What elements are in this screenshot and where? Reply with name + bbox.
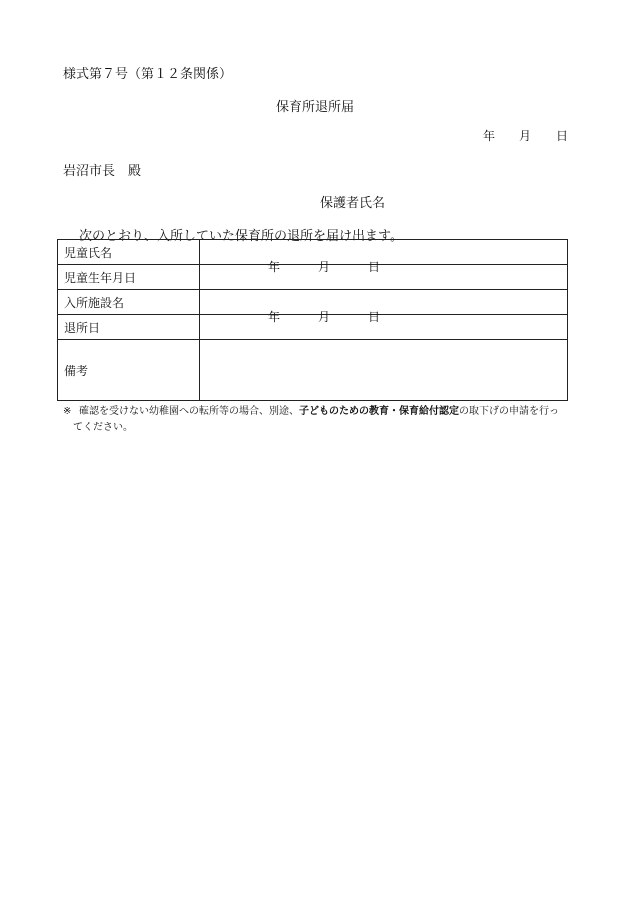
withdrawal-date-label: 退所日 — [58, 315, 200, 340]
document-title: 保育所退所届 — [275, 100, 354, 115]
withdrawal-year-label: 年 — [268, 310, 281, 324]
footnote — [63, 404, 573, 436]
withdrawal-month-label: 月 — [318, 310, 331, 324]
child-birthdate-field[interactable] — [200, 260, 568, 290]
facility-name-field[interactable] — [200, 290, 568, 315]
withdrawal-date-field[interactable] — [200, 310, 568, 340]
birth-day-label: 日 — [368, 260, 381, 274]
table-row — [58, 290, 568, 315]
addressee: 岩沼市長 殿 — [63, 164, 142, 179]
remarks-label: 備考 — [58, 340, 200, 401]
child-birthdate-label: 児童生年月日 — [58, 265, 200, 290]
date-day-label: 日 — [556, 129, 569, 143]
guardian-name-label: 保護者氏名 — [320, 196, 386, 211]
date-month-label: 月 — [519, 129, 532, 143]
intro-text: 次のとおり、入所していた保育所の退所を届け出ます。 — [79, 229, 403, 244]
remarks-field[interactable] — [200, 340, 568, 401]
table-row — [58, 340, 568, 401]
submission-date — [0, 127, 630, 143]
form-number: 様式第７号（第１２条関係） — [63, 67, 233, 82]
note-text-continued: てください。 — [73, 422, 133, 433]
table-row — [58, 265, 568, 290]
note-text-before: 確認を受けない幼稚園への転所等の場合、別途、 — [79, 406, 299, 417]
note-text-bold: 子どものための教育・保育給付認定 — [299, 406, 459, 417]
table-row — [58, 315, 568, 340]
birth-year-label: 年 — [268, 260, 281, 274]
birth-month-label: 月 — [318, 260, 331, 274]
withdrawal-day-label: 日 — [368, 310, 381, 324]
child-name-field[interactable] — [200, 240, 568, 265]
table-row — [58, 240, 568, 265]
note-mark: ※ — [63, 406, 72, 417]
child-name-label: 児童氏名 — [58, 240, 200, 265]
note-text-after: の取下げの申請を行っ — [459, 406, 559, 417]
withdrawal-form-table — [57, 239, 568, 401]
date-year-label: 年 — [483, 129, 496, 143]
facility-name-label: 入所施設名 — [58, 290, 200, 315]
